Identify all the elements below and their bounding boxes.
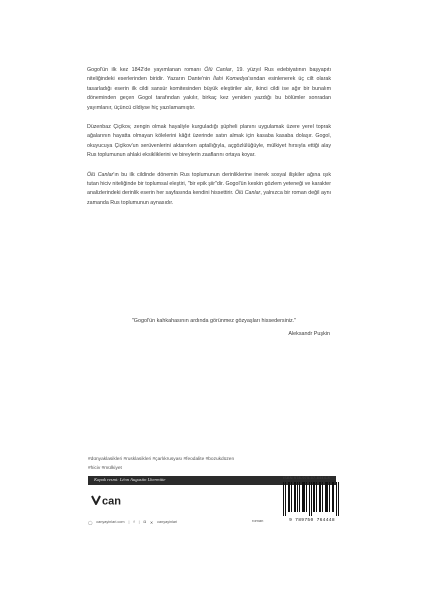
isbn-number: 9 789750 764448 xyxy=(289,518,335,523)
blurb-paragraph-3 xyxy=(87,171,331,209)
facebook-icon[interactable]: f xyxy=(133,520,135,524)
blurb-segment: Gogol'ün ilk kez 1842'de yayımlanan romanı xyxy=(87,67,205,73)
blurb-paragraph-2 xyxy=(87,123,331,161)
twitter-icon[interactable]: ✕ xyxy=(149,520,154,525)
instagram-icon[interactable]: ◘ xyxy=(143,520,146,524)
hashtags-line-2: #hiciv #mülkiyet xyxy=(88,466,122,471)
isbn-label: ISBN 978-975-07-6444-8 xyxy=(283,476,330,480)
title-reference: Ölü Canlar xyxy=(87,171,114,178)
social-handle[interactable]: canyayinlari xyxy=(157,520,178,524)
title-reference: Ölü Canlar xyxy=(234,190,261,197)
blurb-segment: , 19. yüzyıl Rus edebiyatının başyapıtı niteliğindeki eserlerinden biridir. Yazarın Dante'nin xyxy=(87,67,331,83)
barcode-icon xyxy=(282,482,340,516)
title-reference: İlahi Komedya xyxy=(213,76,249,83)
can-logo-text: can xyxy=(102,495,121,507)
category-label: roman xyxy=(252,518,264,523)
divider: | xyxy=(128,520,130,524)
quote-text: "Gogol'ün kahkahasının ardında görünmez gözyaşları hissedersiniz." xyxy=(131,318,297,324)
publisher-footer xyxy=(88,518,238,526)
globe-icon: ◯ xyxy=(88,520,93,525)
quote-author: Aleksandr Puşkin xyxy=(288,331,330,337)
blurb-segment: , yalnızca bir roman değil aynı zamanda Rus toplumunun aynasıdır. xyxy=(87,190,331,206)
blurb-segment: 'ın bu ilk cildinde dönemin Rus toplumunun derinliklerine inerek sosyal ilişkiler ağına ışık tutan hiciv niteliğinde bir toplumsal eleştiri, "bir epik şiir"dir. Gogol'ün keskin gözlem yeteneği ve karakter analizlerindeki derinlik eserin her sayfasında kendini hissettirir. xyxy=(87,171,331,197)
website-link[interactable]: canyayinlari.com xyxy=(96,520,125,524)
blurb-segment: 'sından esinlenerek üç cilt olarak tasarladığı eserin ilk cildi sansür komitesinden büyük eleştiriler alır, ikinci cildi ise ağır bir bunalım döneminden geçen Gogol tarafından yakılır, birkaç kez yeniden yazdığı bu bölümler sonradan yayımlanır, üçüncü cildiyse hiç yazılamamıştır. xyxy=(87,76,331,111)
hashtags-line-1: #dünyaklasikleri #rusklasikleri #çarlıkrusyası #feodalite #bozukdüzen xyxy=(88,457,235,462)
blurb-segment: Düzenbaz Çiçikov, zengin olmak hayaliyle kurguladığı şüpheli planını uygulamak üzere yerel toprak ağalarının hayatta olmayan kölelerini kâğıt üzerinde satın almak için kasaba kasaba dolaşır. Gogol, okuyucuya Çiçikov'un serüvenlerini aktarırken aptallığıyla, açgözlülüğüyle, mülkiyet hırsıyla ettiği alay Rus toplumunun ahlaki eksikliklerini ve bireylerin zaaflarını ortaya koyar. xyxy=(87,124,331,159)
title-reference: Ölü Canlar xyxy=(204,67,232,73)
blurb-paragraph-1 xyxy=(87,66,331,113)
cover-credit: Kapak resmi: Léon Augustin Lhermitte xyxy=(94,477,166,482)
hashtags xyxy=(88,455,338,473)
can-logo-icon xyxy=(91,493,135,507)
divider: | xyxy=(138,520,140,524)
blurb-text xyxy=(87,66,331,218)
